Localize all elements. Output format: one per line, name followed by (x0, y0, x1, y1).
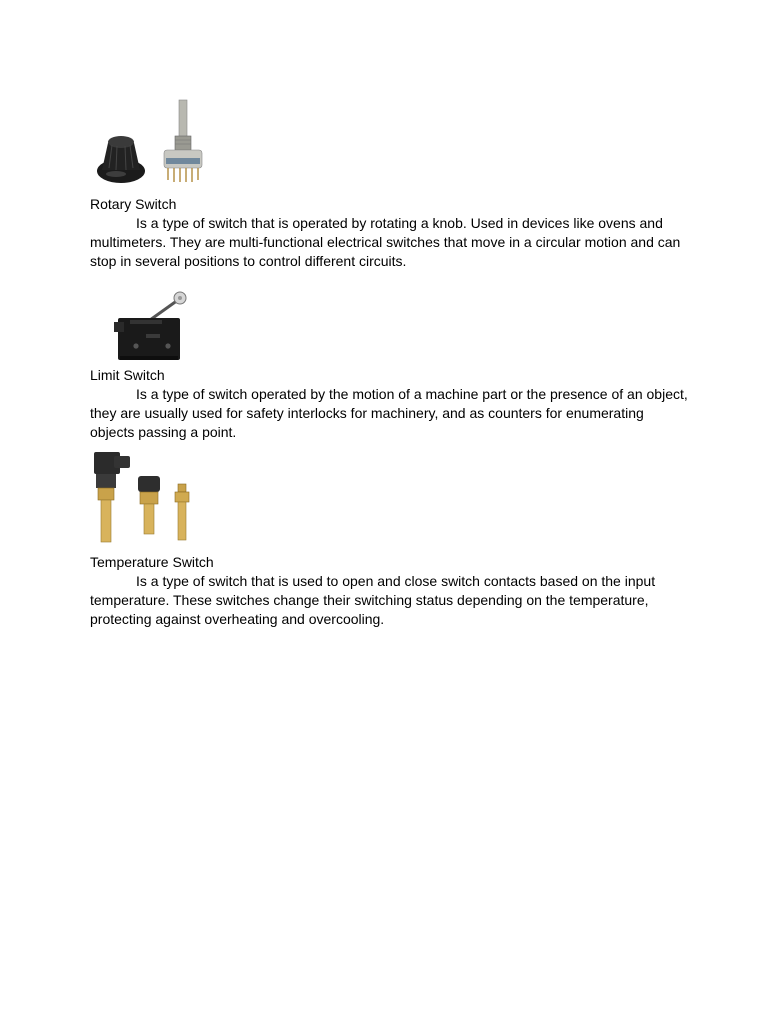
temperature-switch-image (90, 448, 198, 548)
rotary-switch-section (90, 195, 690, 271)
rotary-body-graphic (164, 100, 202, 182)
section-title: Rotary Switch (90, 196, 177, 212)
temperature-switch-section (90, 553, 690, 629)
section-title: Temperature Switch (90, 554, 214, 570)
rotary-knob-graphic (97, 136, 145, 183)
temperature-sensor-graphic (175, 484, 189, 540)
temperature-sensor-graphic (138, 476, 160, 534)
section-body: Is a type of switch that is used to open and close switch contacts based on the input temperature. These switches change their switching status depending on the temperature, protecting against overheating and overcooling. (90, 573, 656, 627)
temperature-sensor-graphic (94, 452, 130, 542)
section-body: Is a type of switch that is operated by rotating a knob. Used in devices like ovens and multimeters. They are multi-functional electrical switches that move in a circular motion and can stop in several positions to control different circuits. (90, 215, 681, 269)
rotary-switch-image (92, 98, 207, 188)
limit-switch-section (90, 366, 690, 442)
limit-switch-image (112, 290, 192, 365)
limit-switch-graphic (114, 292, 186, 360)
section-title: Limit Switch (90, 367, 165, 383)
section-body: Is a type of switch operated by the motion of a machine part or the presence of an object, they are usually used for safety interlocks for machinery, and as counters for enumerating objects passing a point. (90, 386, 688, 440)
